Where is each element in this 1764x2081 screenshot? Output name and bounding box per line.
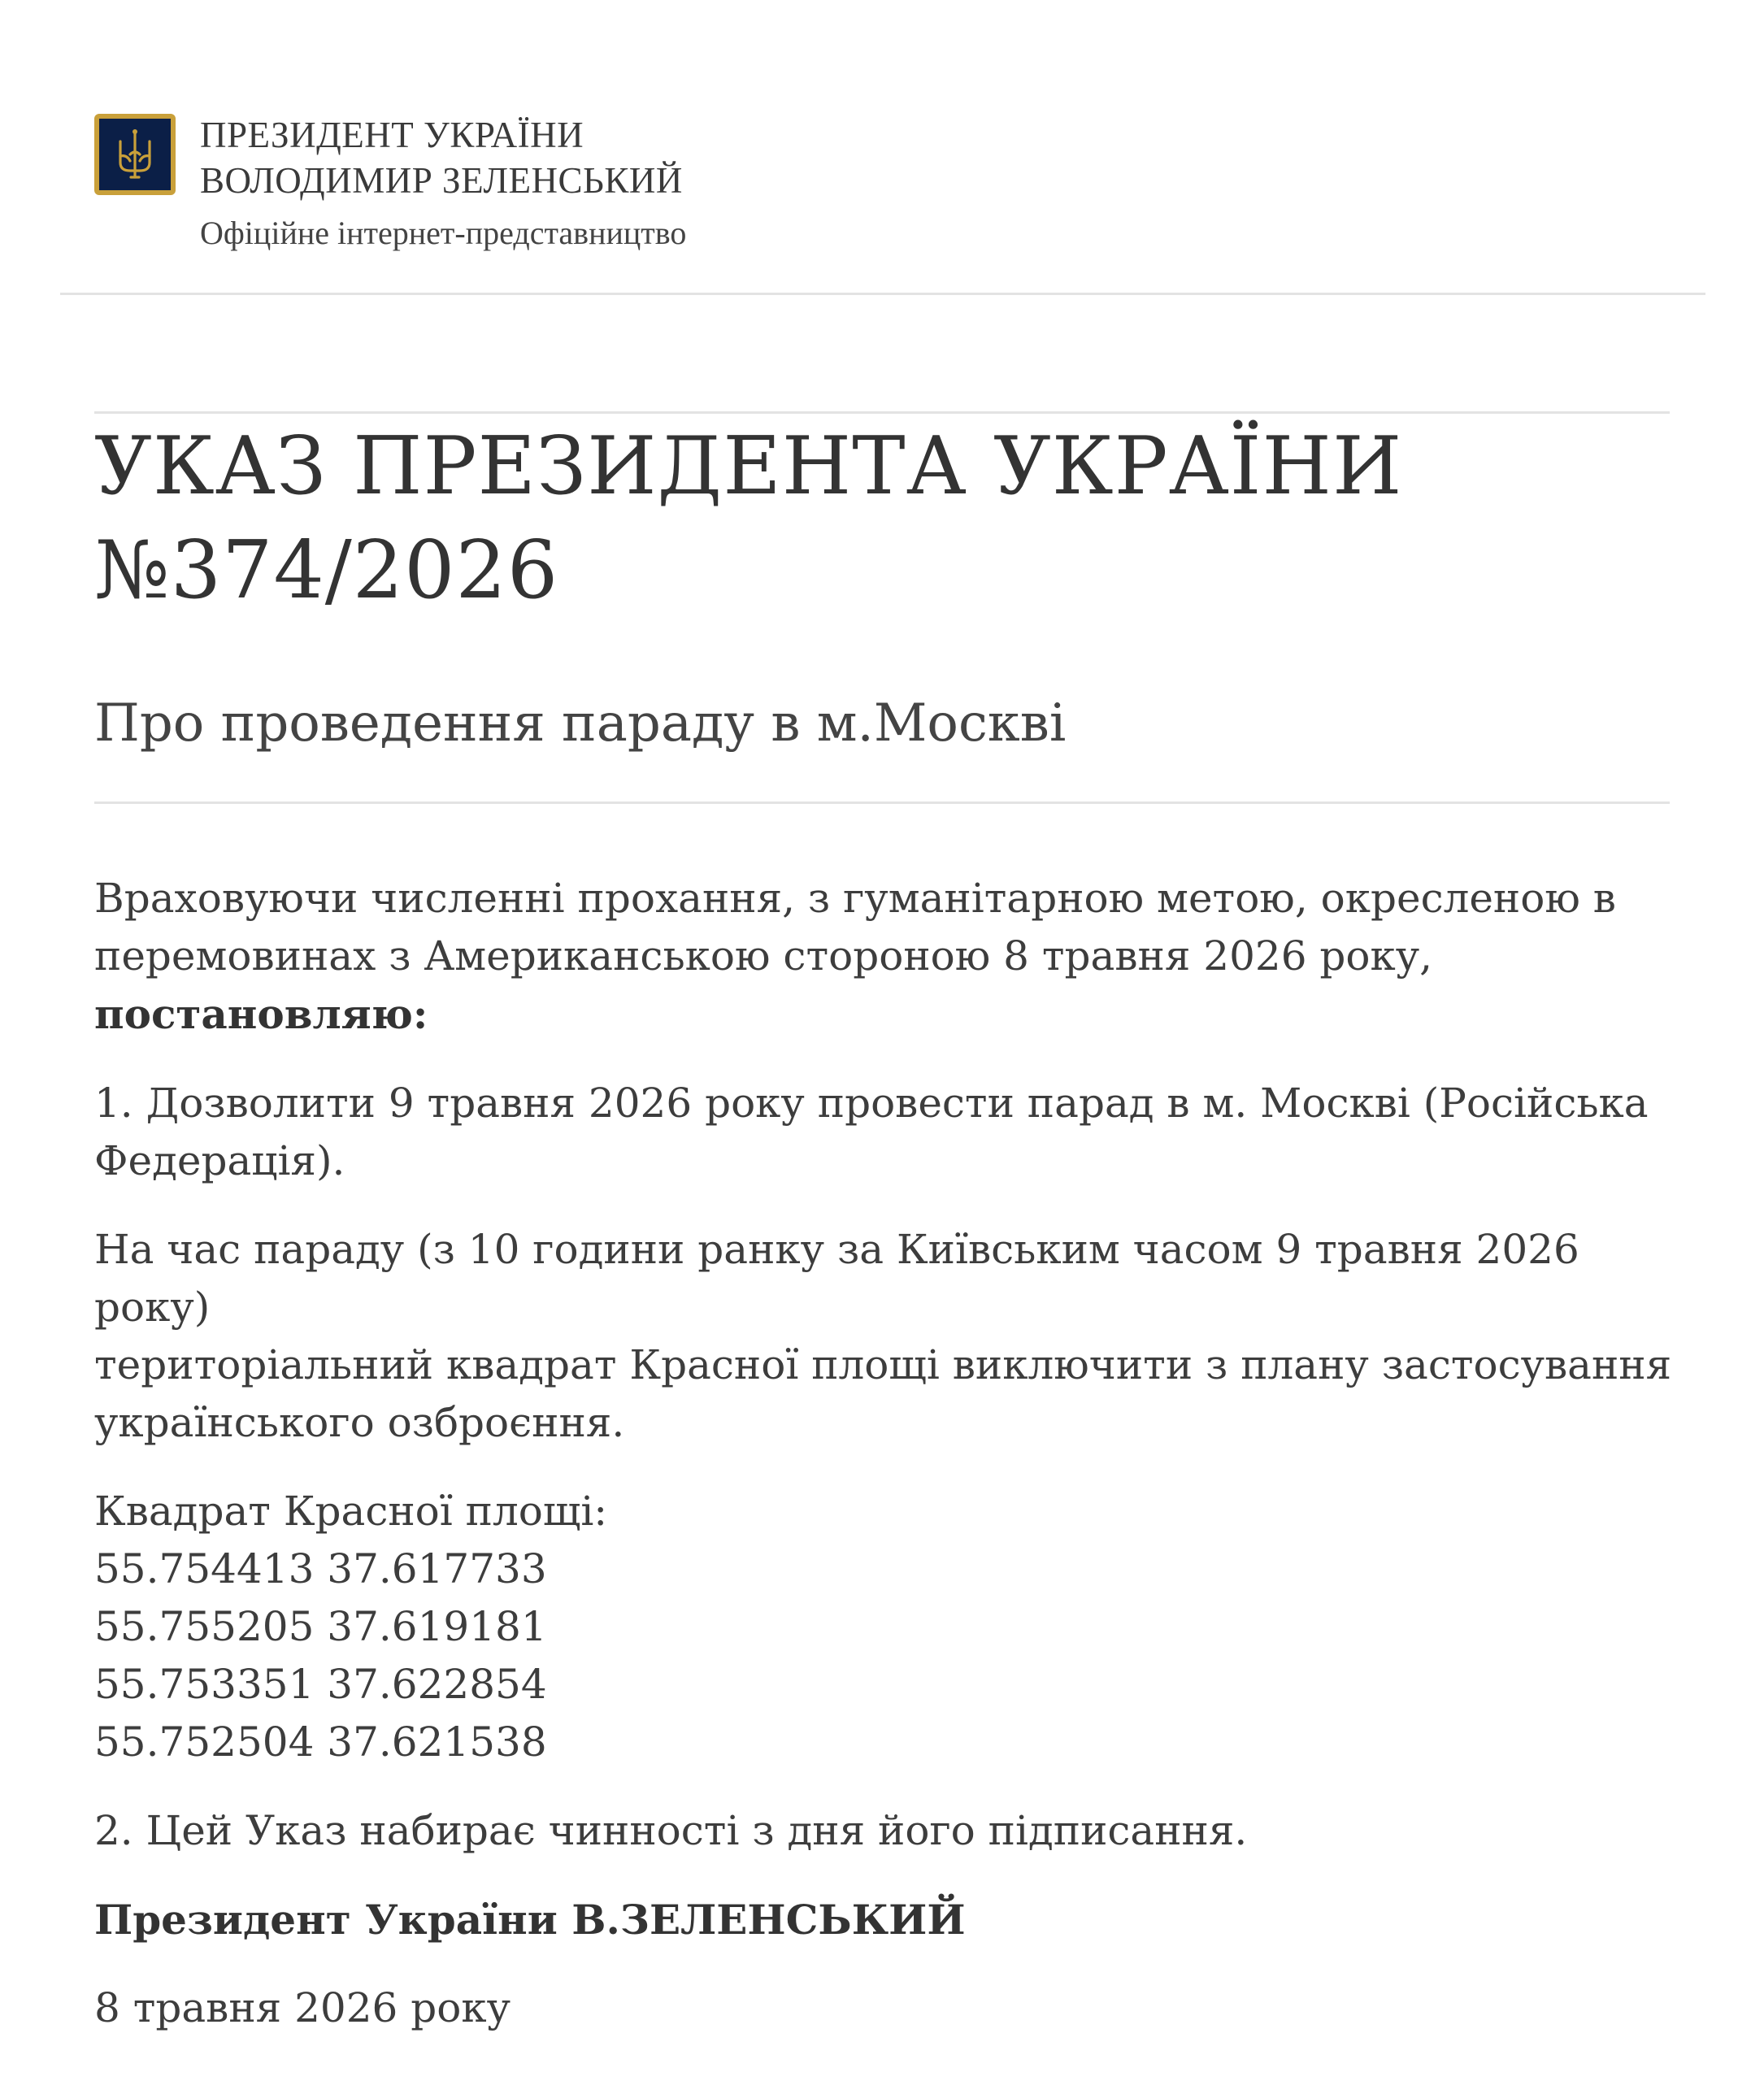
coordinate-row: 55.753351 37.622854 bbox=[94, 1661, 547, 1708]
page-title bbox=[94, 415, 1402, 623]
signature: Президент України В.ЗЕЛЕНСЬКИЙ bbox=[94, 1896, 966, 1944]
item-2: 2. Цей Указ набирає чинності з дня його підписання. bbox=[94, 1807, 1248, 1854]
brand-line-2[interactable]: ВОЛОДИМИР ЗЕЛЕНСЬКИЙ bbox=[200, 160, 683, 201]
brand-line-1[interactable]: ПРЕЗИДЕНТ УКРАЇНИ bbox=[200, 115, 584, 155]
para-2-line-2: територіальний квадрат Красної площі виключити з плану застосування bbox=[94, 1341, 1672, 1388]
preamble-resolution: постановляю: bbox=[94, 990, 428, 1038]
item-1 bbox=[94, 1075, 1688, 1190]
subject-divider bbox=[94, 802, 1670, 804]
decree-date: 8 травня 2026 року bbox=[94, 1984, 511, 2031]
preamble-line-1: Враховуючи численні прохання, з гуманітарною метою, окресленою в bbox=[94, 875, 1616, 922]
decree-body bbox=[94, 870, 1688, 2037]
square-coordinates bbox=[94, 1483, 1688, 1771]
preamble-line-2: перемовинах з Американською стороною 8 травня 2026 року, bbox=[94, 932, 1433, 980]
header-divider bbox=[60, 293, 1705, 295]
para-2-line-3: українського озброєння. bbox=[94, 1399, 625, 1446]
brand-subtitle: Офіційне інтернет-представництво bbox=[200, 215, 687, 251]
square-label: Квадрат Красної площі: bbox=[94, 1488, 608, 1535]
parade-time-paragraph bbox=[94, 1221, 1688, 1452]
title-line-1: УКАЗ ПРЕЗИДЕНТА УКРАЇНИ bbox=[94, 420, 1403, 513]
site-brand bbox=[200, 112, 686, 254]
site-header bbox=[94, 112, 686, 254]
coordinate-row: 55.754413 37.617733 bbox=[94, 1545, 547, 1592]
item-1-line-1: 1. Дозволити 9 травня 2026 року провести парад в м. Москві (Російська bbox=[94, 1080, 1649, 1127]
preamble bbox=[94, 870, 1688, 1044]
title-divider bbox=[94, 411, 1670, 414]
trident-emblem-icon[interactable] bbox=[94, 114, 176, 195]
coordinate-row: 55.752504 37.621538 bbox=[94, 1718, 547, 1766]
para-2-line-1: На час параду (з 10 години ранку за Київським часом 9 травня 2026 року) bbox=[94, 1226, 1579, 1331]
item-1-line-2: Федерація). bbox=[94, 1137, 345, 1184]
coordinate-row: 55.755205 37.619181 bbox=[94, 1603, 547, 1650]
decree-subject: Про проведення параду в м.Москві bbox=[94, 693, 1067, 754]
title-line-2: №374/2026 bbox=[94, 524, 559, 617]
